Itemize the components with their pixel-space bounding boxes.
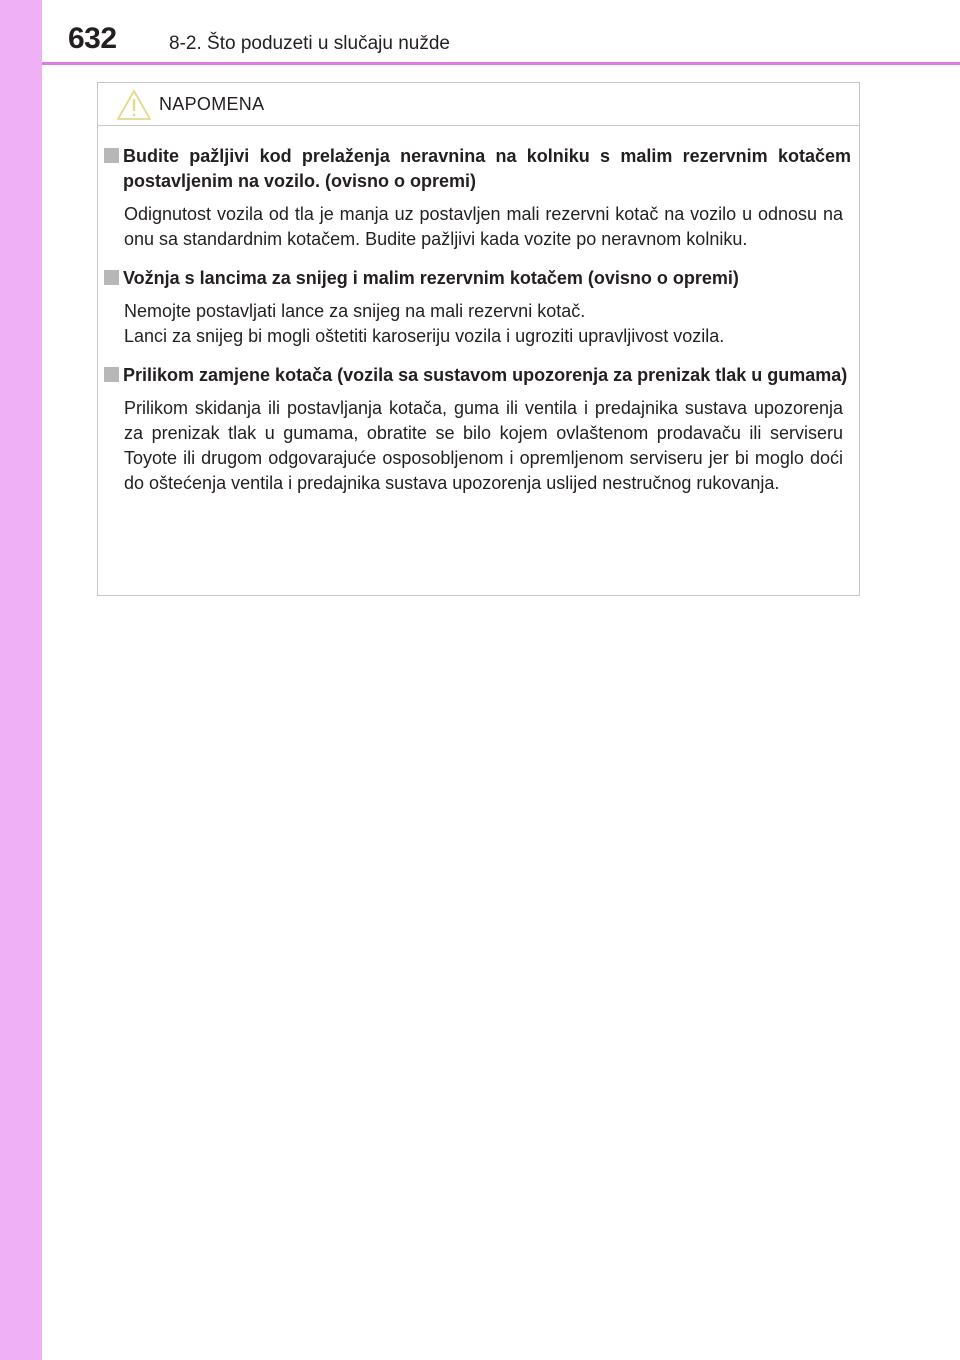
section-title: 8-2. Što poduzeti u slučaju nužde	[169, 33, 450, 54]
item-heading: Budite pažljivi kod prelaženja neravnina na kolniku s malim rezervnim kotačem postavljenim na vozilo. (ovisno o opremi)	[123, 146, 851, 191]
note-item	[104, 144, 851, 252]
note-box	[97, 82, 860, 596]
item-text: Prilikom skidanja ili postavljanja kotača, guma ili ventila i predajnika sustava upozorenja za prenizak tlak u gumama, obratite se bilo kojem ovlaštenom prodavaču ili serviseru Toyote ili drugom odgovarajuće osposobljenom i opremljenom serviseru jer bi moglo doći do oštećenja ventila i predajnika sustava upozorenja uslijed nestručnog rukovanja.	[124, 398, 843, 493]
item-heading: Prilikom zamjene kotača (vozila sa sustavom upozorenja za prenizak tlak u gumama)	[123, 365, 848, 385]
square-bullet-icon	[104, 148, 119, 163]
side-color-strip	[0, 0, 42, 1360]
note-item	[104, 363, 851, 496]
note-header	[98, 83, 859, 126]
square-bullet-icon	[104, 270, 119, 285]
page-header	[42, 0, 960, 64]
note-title: NAPOMENA	[159, 94, 265, 114]
item-text: Odignutost vozila od tla je manja uz postavljen mali rezervni kotač na vozilo u odnosu na onu sa standardnim kotačem. Budite pažljivi kada vozite po neravnom kolniku.	[124, 204, 843, 249]
warning-triangle-icon	[116, 89, 152, 121]
page-number: 632	[68, 22, 117, 55]
note-item	[104, 266, 851, 349]
item-text-line: Lanci za snijeg bi mogli oštetiti karoseriju vozila i ugroziti upravljivost vozila.	[124, 326, 725, 346]
item-text-line: Nemojte postavljati lance za snijeg na mali rezervni kotač.	[124, 301, 586, 321]
item-heading: Vožnja s lancima za snijeg i malim rezervnim kotačem (ovisno o opremi)	[123, 268, 739, 288]
note-body	[98, 126, 859, 496]
item-text	[124, 299, 843, 349]
header-rule	[42, 62, 960, 65]
square-bullet-icon	[104, 367, 119, 382]
